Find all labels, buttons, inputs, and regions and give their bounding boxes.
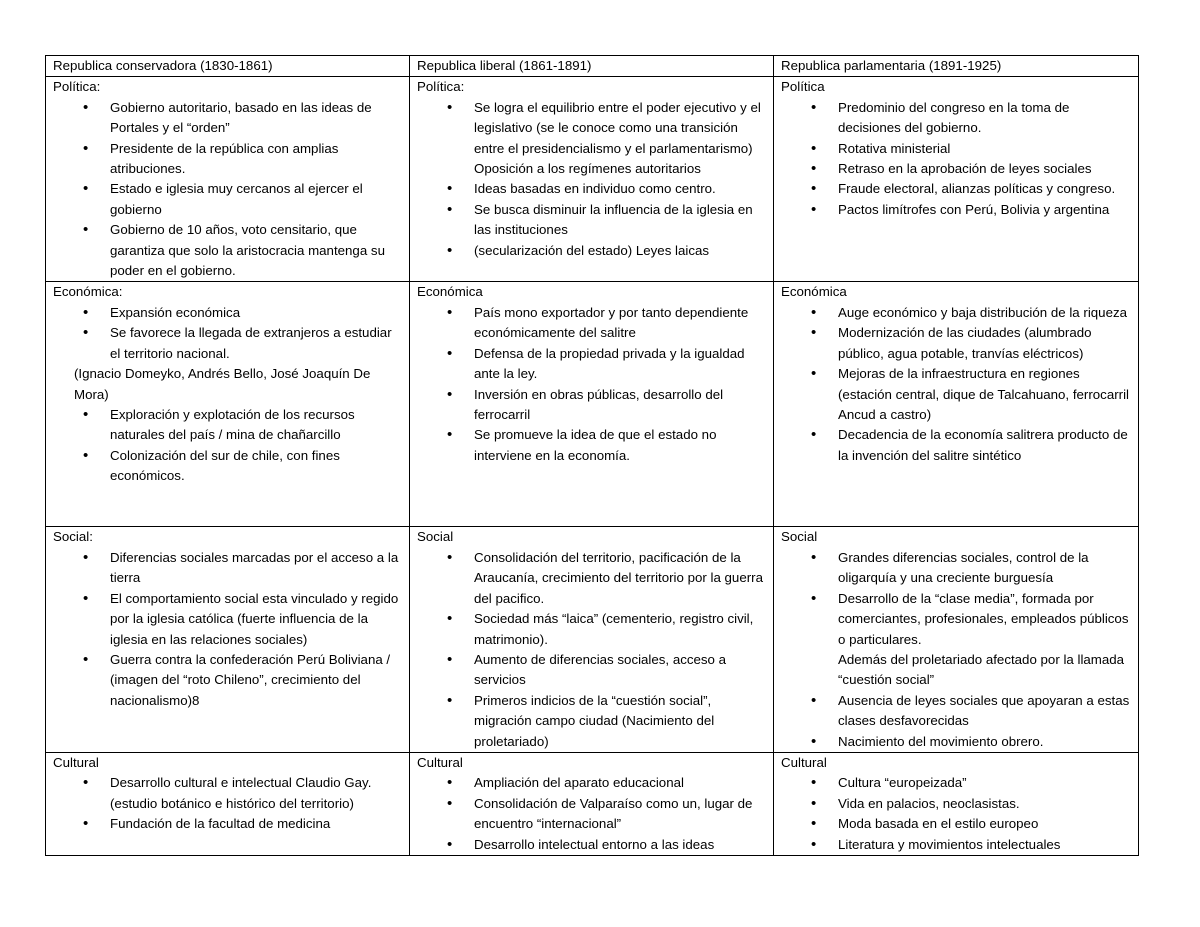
list-item: • Exploración y explotación de los recursos naturales del país / mina de chañarcillo (110, 405, 403, 446)
list-item: • Presidente de la república con amplias atribuciones. (110, 139, 403, 180)
bullet-list (781, 691, 1132, 752)
bullet-list (53, 98, 403, 282)
list-item: • Guerra contra la confederación Perú Boliviana / (imagen del “roto Chileno”, crecimiento del nacionalismo)8 (110, 650, 403, 711)
list-item: • Colonización del sur de chile, con fines económicos. (110, 446, 403, 487)
bullet-list (417, 773, 767, 855)
list-item: • Se promueve la idea de que el estado no interviene en la economía. (474, 425, 767, 466)
list-item: • Desarrollo de la “clase media”, formada por comerciantes, profesionales, empleados públicos o particulares. (838, 589, 1132, 650)
list-item: • Vida en palacios, neoclasistas. (838, 794, 1132, 814)
section-label: Política (781, 79, 825, 95)
list-item: • Ampliación del aparato educacional (474, 773, 767, 793)
table-cell (774, 77, 1139, 282)
bullet-list (417, 98, 767, 261)
list-item: • Literatura y movimientos intelectuales (838, 835, 1132, 855)
politica-row (46, 77, 1139, 282)
list-item: • Grandes diferencias sociales, control de la oligarquía y una creciente burguesía (838, 548, 1132, 589)
economica-row (46, 282, 1139, 527)
table-cell (774, 282, 1139, 527)
table-cell (774, 527, 1139, 752)
bullet-list (417, 303, 767, 466)
section-label: Social: (53, 529, 93, 545)
table-cell (410, 527, 774, 752)
bullet-list (781, 303, 1132, 466)
list-item: • Se busca disminuir la influencia de la iglesia en las instituciones (474, 200, 767, 241)
list-item: • Modernización de las ciudades (alumbrado público, agua potable, tranvías eléctricos) (838, 323, 1132, 364)
list-item: • Diferencias sociales marcadas por el acceso a la tierra (110, 548, 403, 589)
list-item: • Primeros indicios de la “cuestión social”, migración campo ciudad (Nacimiento del proletariado) (474, 691, 767, 752)
list-item: • Sociedad más “laica” (cementerio, registro civil, matrimonio). (474, 609, 767, 650)
list-item: • Fraude electoral, alianzas políticas y congreso. (838, 179, 1132, 199)
list-item: • El comportamiento social esta vinculado y regido por la iglesia católica (fuerte influencia de la iglesia en las relaciones sociales) (110, 589, 403, 650)
note-text: (Ignacio Domeyko, Andrés Bello, José Joaquín De Mora) (74, 366, 371, 402)
list-item: • Decadencia de la economía salitrera producto de la invención del salitre sintético (838, 425, 1132, 466)
section-label: Económica (781, 284, 847, 300)
list-item: • Expansión económica (110, 303, 403, 323)
section-label: Política: (417, 79, 465, 95)
table-cell (46, 752, 410, 855)
list-item: • Gobierno de 10 años, voto censitario, que garantiza que solo la aristocracia mantenga su poder en el gobierno. (110, 220, 403, 281)
social-row (46, 527, 1139, 752)
list-item: • Predominio del congreso en la toma de decisiones del gobierno. (838, 98, 1132, 139)
section-label: Social (781, 529, 818, 545)
bullet-list (53, 548, 403, 711)
list-item: • Desarrollo intelectual entorno a las ideas (474, 835, 767, 855)
bullet-list (53, 773, 403, 834)
bullet-list (53, 405, 403, 487)
header-cell-liberal: Republica liberal (1861-1891) (410, 56, 774, 77)
list-item: • Estado e iglesia muy cercanos al ejercer el gobierno (110, 179, 403, 220)
section-label: Política: (53, 79, 101, 95)
header-cell-parlamentaria: Republica parlamentaria (1891-1925) (774, 56, 1139, 77)
list-item: • Ideas basadas en individuo como centro. (474, 179, 767, 199)
list-item: • Consolidación del territorio, pacificación de la Araucanía, crecimiento del territorio por la guerra del pacifico. (474, 548, 767, 609)
bullet-list (417, 548, 767, 752)
list-item: • Moda basada en el estilo europeo (838, 814, 1132, 834)
table-cell (46, 527, 410, 752)
section-label: Económica: (53, 284, 123, 300)
section-label: Social (417, 529, 454, 545)
cultural-row (46, 752, 1139, 855)
list-item: • Auge económico y baja distribución de la riqueza (838, 303, 1132, 323)
list-item: • (secularización del estado) Leyes laicas (474, 241, 767, 261)
list-item: • País mono exportador y por tanto dependiente económicamente del salitre (474, 303, 767, 344)
list-item: • Retraso en la aprobación de leyes sociales (838, 159, 1132, 179)
section-label: Cultural (781, 754, 827, 770)
list-item: • Gobierno autoritario, basado en las ideas de Portales y el “orden” (110, 98, 403, 139)
section-label: Cultural (53, 754, 99, 770)
list-item: • Cultura “europeizada” (838, 773, 1132, 793)
section-label: Cultural (417, 754, 463, 770)
bullet-list (53, 303, 403, 364)
bullet-list (781, 98, 1132, 220)
list-item: • Se logra el equilibrio entre el poder ejecutivo y el legislativo (se le conoce como una transición entre el presidencialismo y el parlamentarismo) Oposición a los regímenes autoritarios (474, 98, 767, 180)
bullet-list (781, 548, 1132, 650)
list-item: • Consolidación de Valparaíso como un, lugar de encuentro “internacional” (474, 794, 767, 835)
table-cell (410, 752, 774, 855)
table-cell (410, 282, 774, 527)
list-item: • Mejoras de la infraestructura en regiones (estación central, dique de Talcahuano, ferrocarril Ancud a castro) (838, 364, 1132, 425)
header-row (46, 56, 1139, 77)
header-cell-conservadora: Republica conservadora (1830-1861) (46, 56, 410, 77)
list-item: • Defensa de la propiedad privada y la igualdad ante la ley. (474, 344, 767, 385)
comparison-table (45, 55, 1139, 856)
list-item: • Ausencia de leyes sociales que apoyaran a estas clases desfavorecidas (838, 691, 1132, 732)
section-label: Económica (417, 284, 483, 300)
continuation-text: Además del proletariado afectado por la llamada “cuestión social” (838, 651, 1125, 688)
list-item: • Aumento de diferencias sociales, acceso a servicios (474, 650, 767, 691)
list-item: • Fundación de la facultad de medicina (110, 814, 403, 834)
table-cell (410, 77, 774, 282)
list-item: • Inversión en obras públicas, desarrollo del ferrocarril (474, 385, 767, 426)
list-item: • Desarrollo cultural e intelectual Claudio Gay. (estudio botánico e histórico del territorio) (110, 773, 403, 814)
list-item: • Nacimiento del movimiento obrero. (838, 732, 1132, 752)
list-item: • Rotativa ministerial (838, 139, 1132, 159)
list-item: • Pactos limítrofes con Perú, Bolivia y argentina (838, 200, 1132, 220)
bullet-list (781, 773, 1132, 855)
table-cell (46, 282, 410, 527)
list-item: • Se favorece la llegada de extranjeros a estudiar el territorio nacional. (110, 323, 403, 364)
table-cell (46, 77, 410, 282)
table-cell (774, 752, 1139, 855)
